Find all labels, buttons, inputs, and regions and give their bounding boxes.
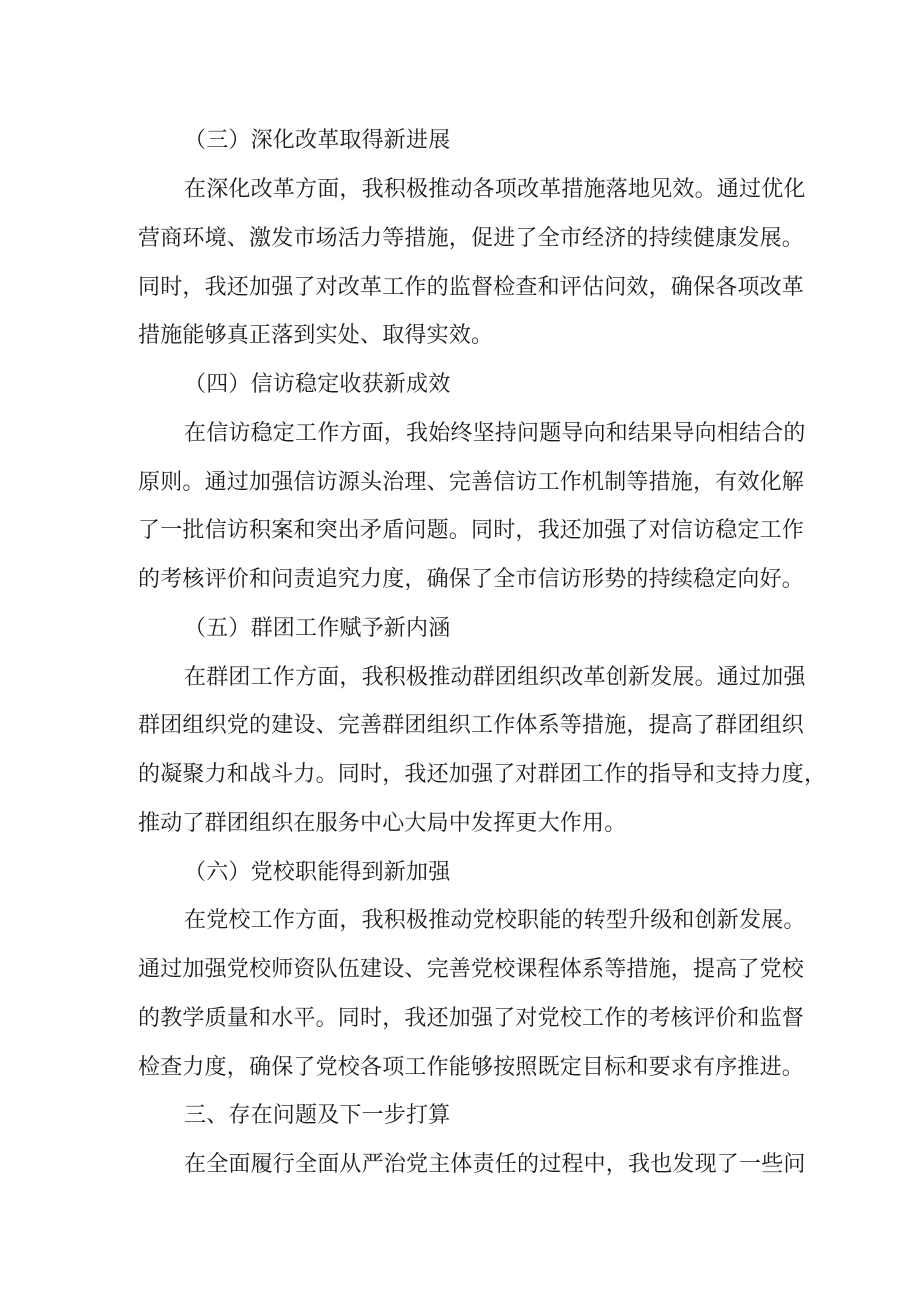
paragraph-line: 在全面履行全面从严治党主体责任的过程中，我也发现了一些问 [184,1152,806,1177]
part-heading-issues: 三、存在问题及下一步打算 [184,1103,451,1128]
paragraph-line: 营商环境、激发市场活力等措施，促进了全市经济的持续健康发展。 [138,226,805,251]
paragraph-line: 原则。通过加强信访源头治理、完善信访工作机制等措施，有效化解 [138,470,805,495]
paragraph-line: 了一批信访积案和突出矛盾问题。同时，我还加强了对信访稳定工作 [138,518,805,543]
section-heading-mass-orgs: （五）群团工作赋予新内涵 [184,616,451,641]
paragraph-line: 在党校工作方面，我积极推动党校职能的转型升级和创新发展。 [184,908,806,933]
paragraph-line: 通过加强党校师资队伍建设、完善党校课程体系等措施，提高了党校 [138,957,805,982]
section-heading-reform: （三）深化改革取得新进展 [184,128,451,153]
paragraph-line: 同时，我还加强了对改革工作的监督检查和评估问效，确保各项改革 [138,275,805,300]
paragraph-line: 检查力度，确保了党校各项工作能够按照既定目标和要求有序推进。 [138,1055,805,1080]
paragraph-line: 群团组织党的建设、完善群团组织工作体系等措施，提高了群团组织 [138,713,805,738]
paragraph-line: 推动了群团组织在服务中心大局中发挥更大作用。 [138,811,627,836]
paragraph-line: 在群团工作方面，我积极推动群团组织改革创新发展。通过加强 [184,665,806,690]
paragraph-line: 在深化改革方面，我积极推动各项改革措施落地见效。通过优化 [184,177,806,202]
paragraph-line: 的凝聚力和战斗力。同时，我还加强了对群团工作的指导和支持力度， [138,762,827,787]
paragraph-line: 措施能够真正落到实处、取得实效。 [138,323,494,348]
paragraph-line: 在信访稳定工作方面，我始终坚持问题导向和结果导向相结合的 [184,421,806,446]
paragraph-line: 的考核评价和问责追究力度，确保了全市信访形势的持续稳定向好。 [138,567,805,592]
paragraph-line: 的教学质量和水平。同时，我还加强了对党校工作的考核评价和监督 [138,1006,805,1031]
section-heading-party-school: （六）党校职能得到新加强 [184,860,451,885]
section-heading-petition: （四）信访稳定收获新成效 [184,372,451,397]
